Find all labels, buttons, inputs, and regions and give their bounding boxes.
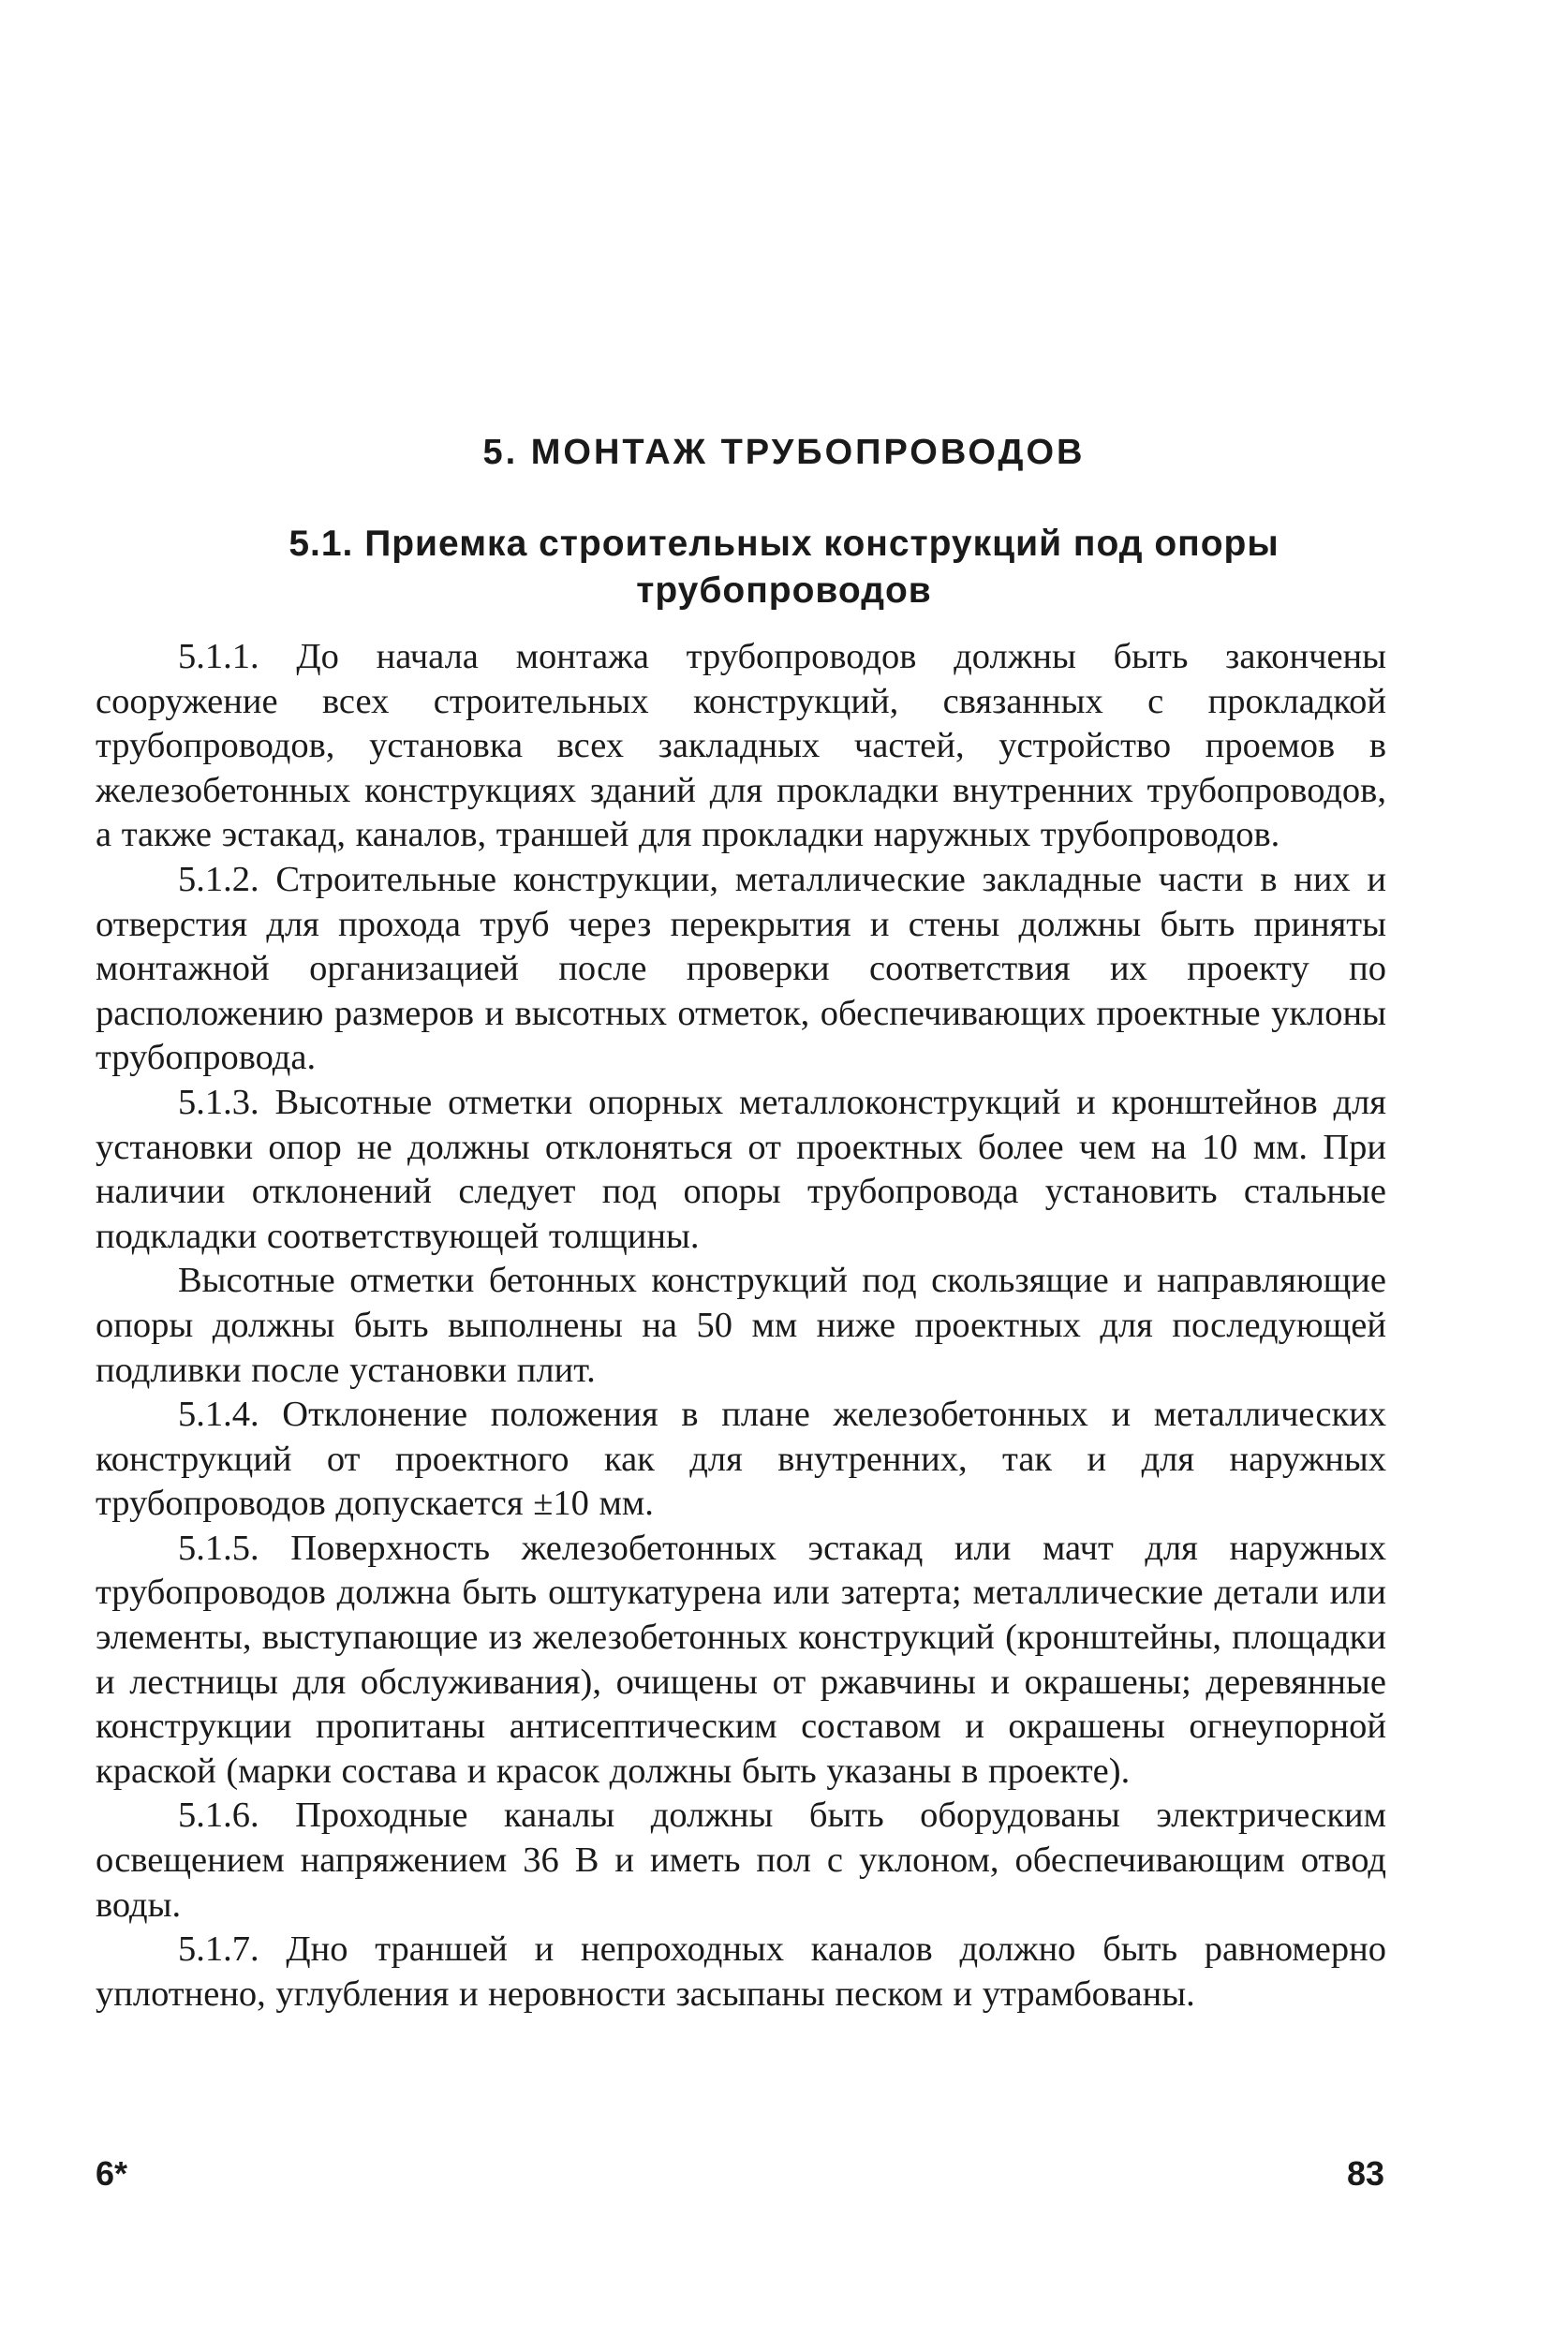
paragraph-5-1-4: 5.1.4. Отклонение положения в плане железобетонных и металлических конструкций от проектного как для внутренних, так и для наружных трубопроводов допускается ±10 мм. — [96, 1395, 1386, 1524]
paragraph-5-1-1: 5.1.1. До начала монтажа трубопроводов должны быть закончены сооружение всех строительных конструкций, связанных с прокладкой трубопроводов, установка всех закладных частей, устройство проемов в железобетонных конструкциях зданий для прокладки внутренних трубопроводов, а также эстакад, каналов, траншей для прокладки наружных трубопроводов. — [96, 637, 1386, 855]
paragraph-5-1-3: 5.1.3. Высотные отметки опорных металлоконструкций и кронштейнов для установки опор не должны отклоняться от проектных более чем на 10 мм. При наличии отклонений следует под опоры трубопровода установить стальные подкладки соответствующей толщины. — [96, 1082, 1386, 1256]
paragraph-5-1-7: 5.1.7. Дно траншей и непроходных каналов должно быть равномерно уплотнено, углубления и неровности засыпаны песком и утрамбованы. — [96, 1929, 1386, 2014]
paragraph-5-1-3-continued: Высотные отметки бетонных конструкций под скользящие и направляющие опоры должны быть выполнены на 50 мм ниже проектных для последующей подливки после установки плит. — [96, 1261, 1386, 1390]
paragraph-5-1-2: 5.1.2. Строительные конструкции, металлические закладные части в них и отверстия для прохода труб через перекрытия и стены должны быть приняты монтажной организацией после проверки соответствия их проекту по расположению размеров и высотных отметок, обеспечивающих проектные уклоны трубопровода. — [96, 859, 1386, 1078]
page-number: 83 — [1346, 2154, 1384, 2193]
paragraph-5-1-5: 5.1.5. Поверхность железобетонных эстакад или мачт для наружных трубопроводов должна быть оштукатурена или затерта; металлические детали или элементы, выступающие из железобетонных конструкций (кронштейны, площадки и лестницы для обслуживания), очищены от ржавчины и окрашены; деревянные конструкции пропитаны антисептическим составом и окрашены огнеупорной краской (марки состава и красок должны быть указаны в проекте). — [96, 1528, 1386, 1791]
section-title: 5. МОНТАЖ ТРУБОПРОВОДОВ — [482, 433, 1086, 472]
body-text — [96, 635, 1386, 2017]
subsection-title: 5.1. Приемка строительных конструкций под опоры трубопроводов — [288, 524, 1280, 611]
signature-mark: 6* — [96, 2154, 128, 2193]
paragraph-5-1-6: 5.1.6. Проходные каналы должны быть оборудованы электрическим освещением напряжением 36 В и иметь пол с уклоном, обеспечивающим отвод воды. — [96, 1796, 1386, 1925]
